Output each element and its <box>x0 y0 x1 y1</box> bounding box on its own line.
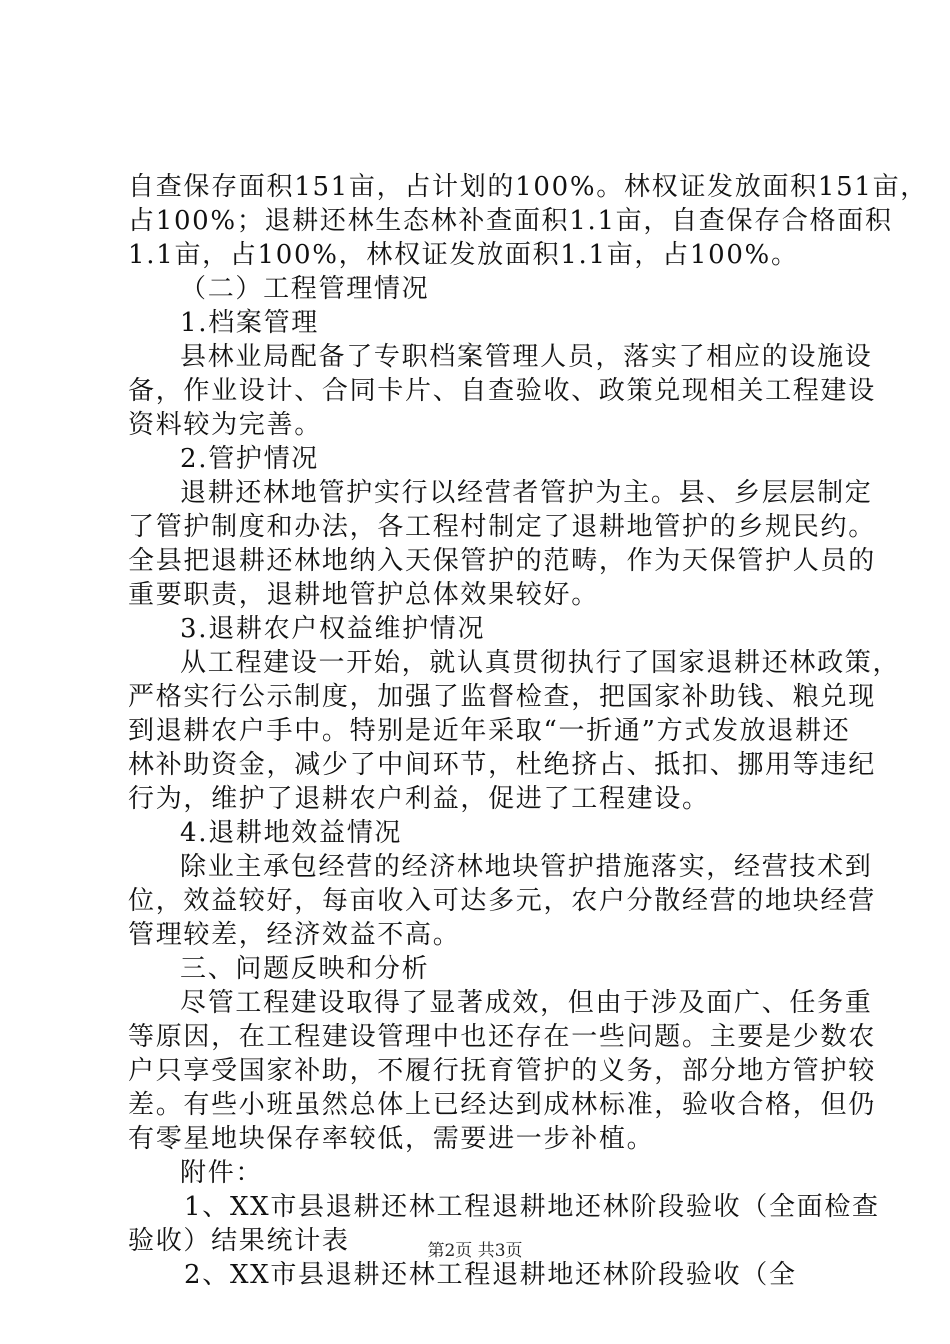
text-line: 了管护制度和办法，各工程村制定了退耕地管护的乡规民约。 <box>128 512 876 542</box>
text-line: 差。有些小班虽然总体上已经达到成林标准，验收合格，但仍 <box>128 1090 876 1120</box>
text-line: 占100%；退耕还林生态林补查面积1.1亩，自查保存合格面积 <box>128 206 893 236</box>
subsection-heading: 1.档案管理 <box>180 308 320 338</box>
attachment-item: 2、XX市县退耕还林工程退耕地还林阶段验收（全 <box>184 1260 797 1290</box>
text-line: 重要职责，退耕地管护总体效果较好。 <box>128 580 599 610</box>
text-line: 1.1亩，占100%，林权证发放面积1.1亩，占100%。 <box>128 240 799 270</box>
text-line: 户只享受国家补助，不履行抚育管护的义务，部分地方管护较 <box>128 1056 876 1086</box>
text-line: 林补助资金，减少了中间环节，杜绝挤占、抵扣、挪用等违纪 <box>128 750 876 780</box>
text-line: 等原因，在工程建设管理中也还存在一些问题。主要是少数农 <box>128 1022 876 1052</box>
text-line: 从工程建设一开始，就认真贯彻执行了国家退耕还林政策， <box>180 648 901 678</box>
document-body <box>128 170 928 1292</box>
text-line: 验收）结果统计表 <box>128 1226 350 1256</box>
text-line: 县林业局配备了专职档案管理人员，落实了相应的设施设 <box>180 342 873 372</box>
text-line: 全县把退耕还林地纳入天保管护的范畴，作为天保管护人员的 <box>128 546 876 576</box>
text-line: 管理较差，经济效益不高。 <box>128 920 461 950</box>
attachment-heading: 附件： <box>180 1158 264 1188</box>
text-line: 严格实行公示制度，加强了监督检查，把国家补助钱、粮兑现 <box>128 682 876 712</box>
attachment-item: 1、XX市县退耕还林工程退耕地还林阶段验收（全面检查 <box>184 1192 880 1222</box>
text-line: 备，作业设计、合同卡片、自查验收、政策兑现相关工程建设 <box>128 376 876 406</box>
text-line: 自查保存面积151亩，占计划的100%。林权证发放面积151亩， <box>128 172 928 202</box>
text-line: 尽管工程建设取得了显著成效，但由于涉及面广、任务重 <box>180 988 873 1018</box>
subsection-heading: 3.退耕农户权益维护情况 <box>180 614 486 644</box>
text-line: 有零星地块保存率较低，需要进一步补植。 <box>128 1124 655 1154</box>
text-line: 位，效益较好，每亩收入可达多元，农户分散经营的地块经营 <box>128 886 876 916</box>
section-heading: 三、问题反映和分析 <box>180 954 430 984</box>
section-heading: （二）工程管理情况 <box>180 274 430 304</box>
page-number: 第2页 共3页 <box>427 1241 523 1261</box>
subsection-heading: 2.管护情况 <box>180 444 320 474</box>
text-line: 行为，维护了退耕农户利益，促进了工程建设。 <box>128 784 710 814</box>
text-line: 除业主承包经营的经济林地块管护措施落实，经营技术到 <box>180 852 873 882</box>
text-line: 资料较为完善。 <box>128 410 322 440</box>
subsection-heading: 4.退耕地效益情况 <box>180 818 403 848</box>
text-line: 到退耕农户手中。特别是近年采取“一折通”方式发放退耕还 <box>128 716 851 746</box>
text-line: 退耕还林地管护实行以经营者管护为主。县、乡层层制定 <box>180 478 873 508</box>
